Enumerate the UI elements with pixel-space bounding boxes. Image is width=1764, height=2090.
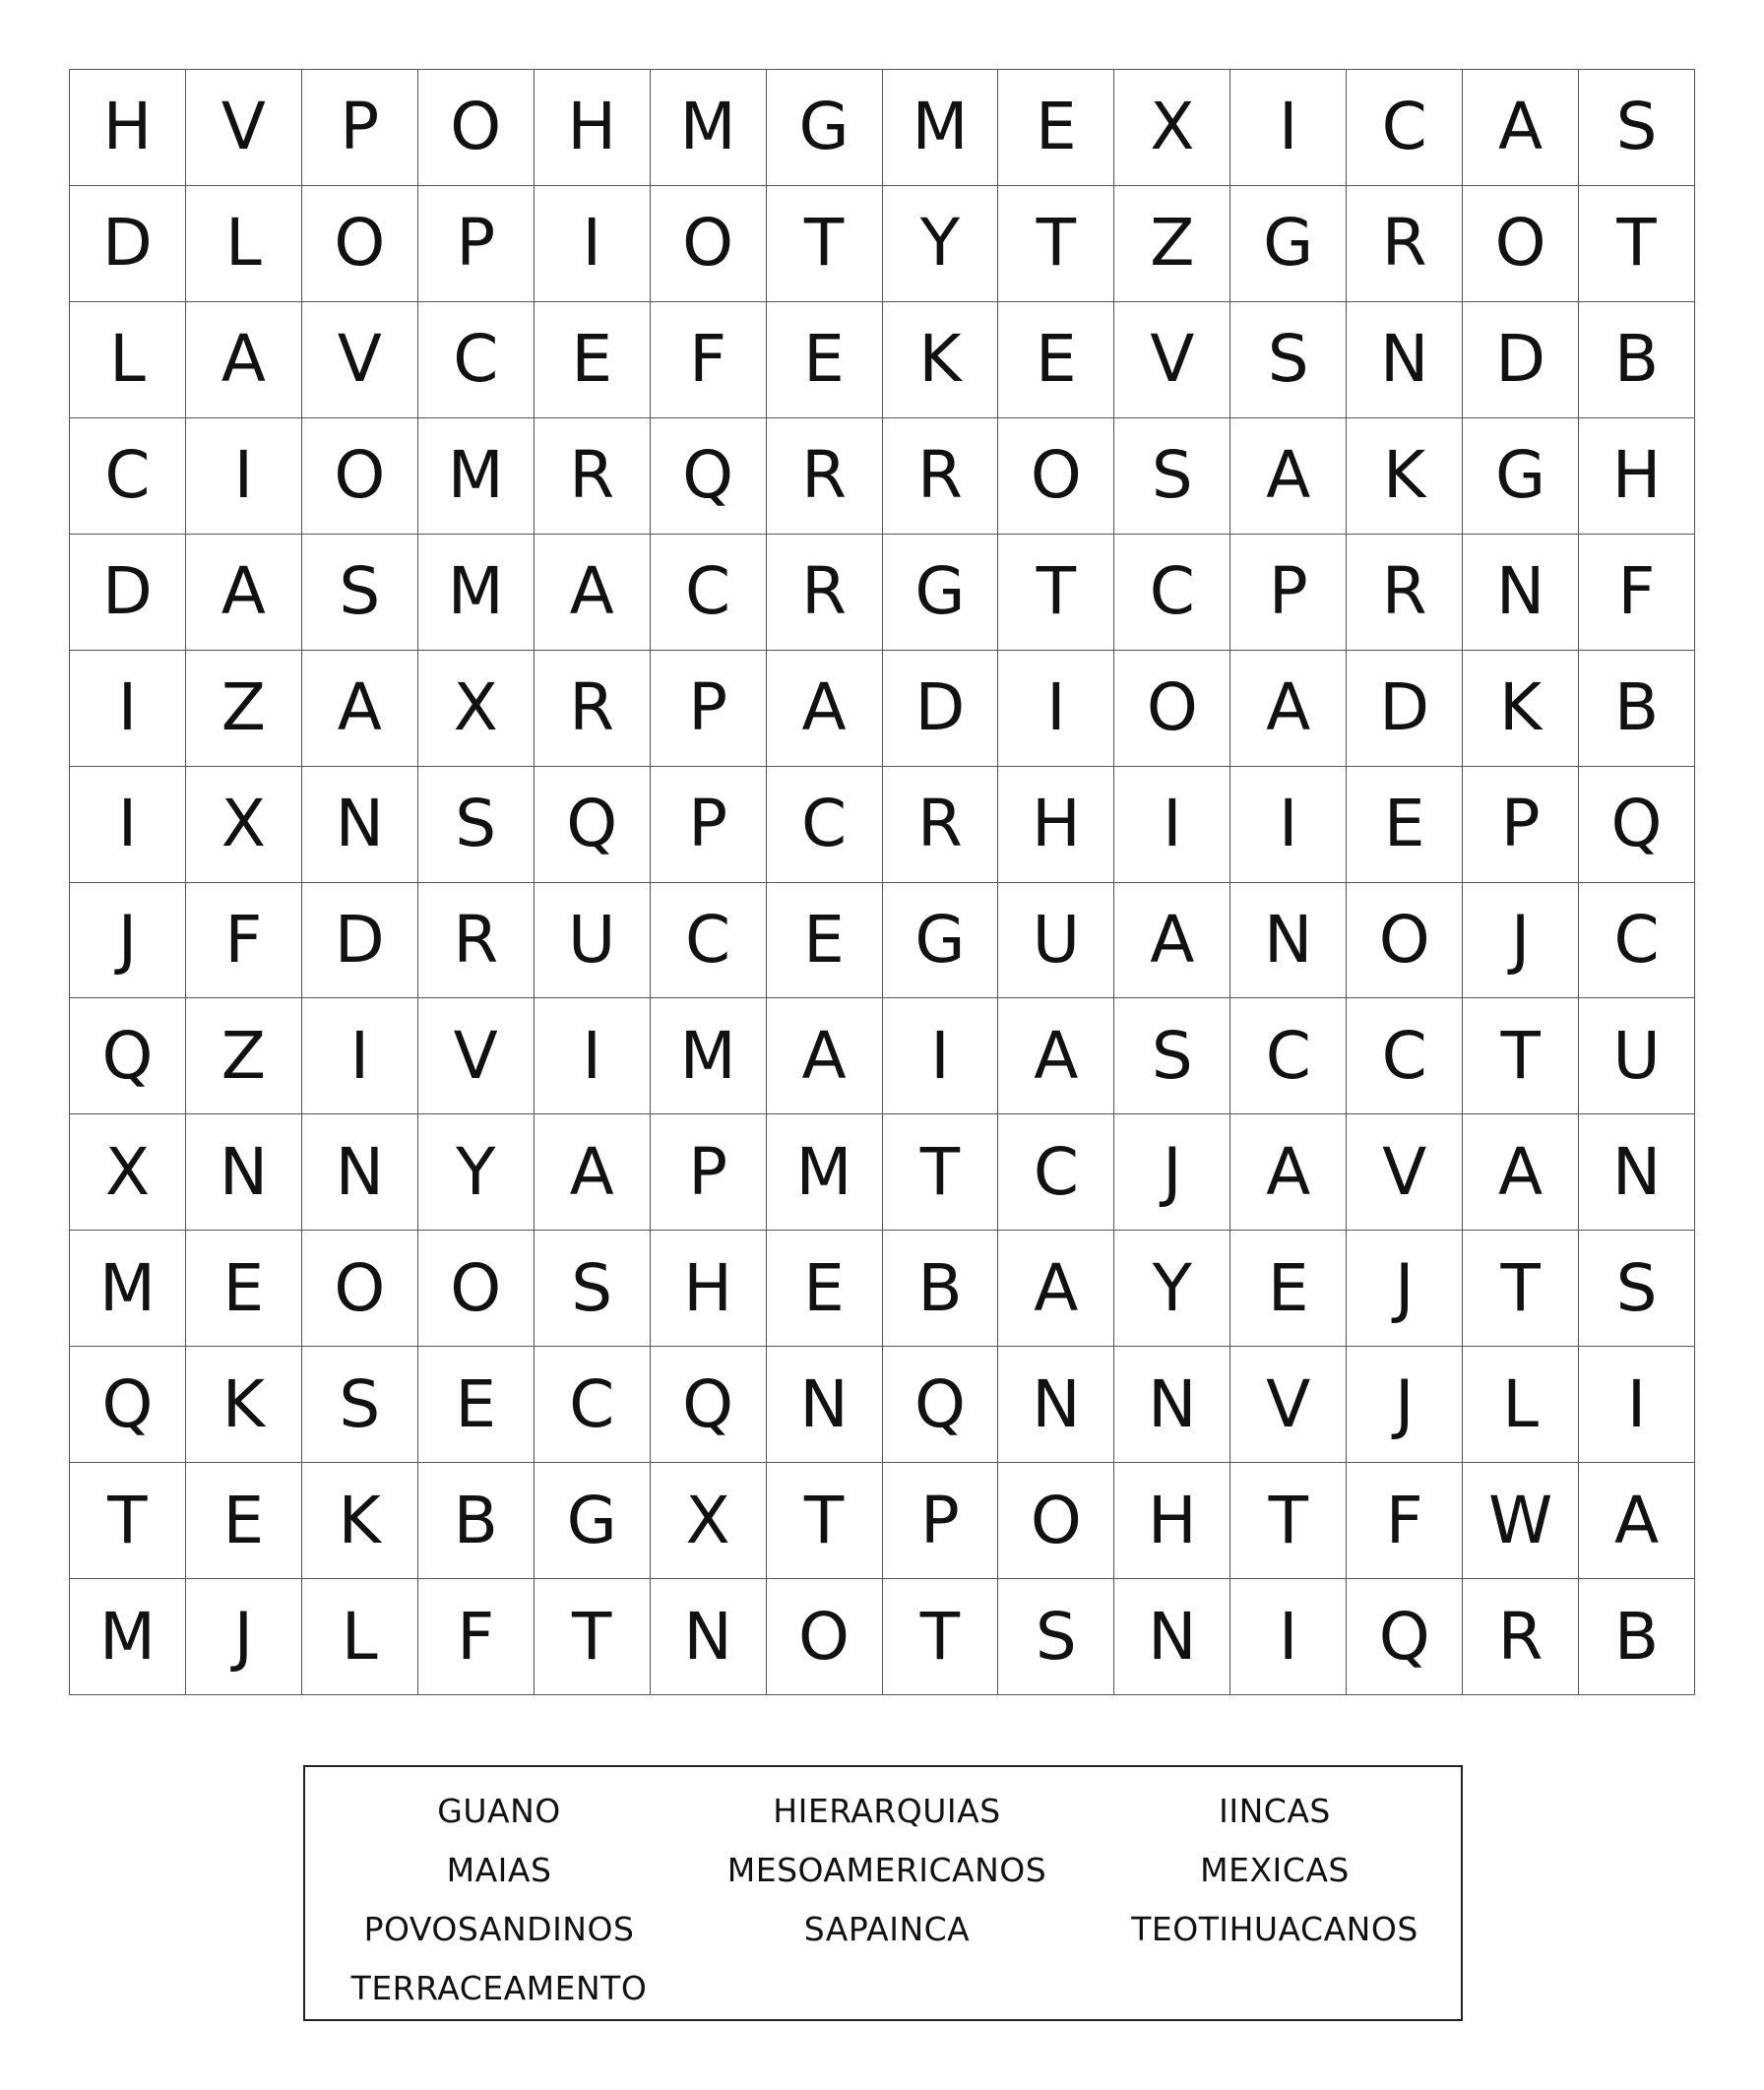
grid-cell[interactable]: H [1579, 418, 1695, 535]
grid-cell[interactable]: F [186, 883, 302, 999]
grid-cell[interactable]: B [1579, 1579, 1695, 1695]
word-list-item: TEOTIHUACANOS [1131, 1909, 1418, 1948]
grid-cell[interactable]: K [186, 1347, 302, 1463]
grid-cell[interactable]: T [1579, 186, 1695, 302]
grid-cell[interactable]: X [70, 1114, 186, 1231]
grid-cell[interactable]: H [651, 1231, 767, 1347]
grid-cell[interactable]: G [1230, 186, 1347, 302]
grid-cell[interactable]: I [998, 651, 1114, 767]
grid-cell[interactable]: R [883, 767, 999, 883]
grid-cell[interactable]: A [767, 998, 883, 1114]
word-list-item: POVOSANDINOS [363, 1909, 635, 1948]
grid-cell[interactable]: M [418, 535, 535, 651]
grid-cell[interactable]: N [1347, 302, 1463, 418]
grid-cell[interactable]: C [998, 1114, 1114, 1231]
grid-cell[interactable]: Z [1114, 186, 1230, 302]
grid-cell[interactable]: L [70, 302, 186, 418]
grid-cell[interactable]: S [998, 1579, 1114, 1695]
grid-cell[interactable]: N [998, 1347, 1114, 1463]
grid-cell[interactable]: O [998, 418, 1114, 535]
grid-cell[interactable]: Q [651, 1347, 767, 1463]
grid-cell[interactable]: I [883, 998, 999, 1114]
grid-cell[interactable]: Q [883, 1347, 999, 1463]
grid-cell[interactable]: I [1114, 767, 1230, 883]
grid-cell[interactable]: D [1347, 651, 1463, 767]
grid-cell[interactable]: U [535, 883, 651, 999]
grid-cell[interactable]: L [302, 1579, 418, 1695]
grid-cell[interactable]: X [186, 767, 302, 883]
grid-cell[interactable]: P [1230, 535, 1347, 651]
grid-cell[interactable]: K [1347, 418, 1463, 535]
grid-cell[interactable]: M [70, 1231, 186, 1347]
grid-cell[interactable]: R [418, 883, 535, 999]
grid-cell[interactable]: V [302, 302, 418, 418]
grid-cell[interactable]: I [1230, 1579, 1347, 1695]
grid-cell[interactable]: T [767, 186, 883, 302]
grid-cell[interactable]: P [883, 1463, 999, 1579]
grid-cell[interactable]: L [186, 186, 302, 302]
grid-cell[interactable]: C [1114, 535, 1230, 651]
grid-cell[interactable]: C [418, 302, 535, 418]
grid-cell[interactable]: I [535, 998, 651, 1114]
grid-cell[interactable]: B [418, 1463, 535, 1579]
grid-cell[interactable]: A [535, 535, 651, 651]
grid-cell[interactable]: G [767, 70, 883, 186]
word-list-item: SAPAINCA [803, 1909, 971, 1948]
grid-cell[interactable]: X [651, 1463, 767, 1579]
word-list-item: MESOAMERICANOS [726, 1850, 1047, 1889]
grid-cell[interactable]: I [70, 767, 186, 883]
grid-cell[interactable]: I [70, 651, 186, 767]
grid-cell[interactable]: S [1114, 998, 1230, 1114]
grid-cell[interactable]: O [998, 1463, 1114, 1579]
grid-cell[interactable]: R [1463, 1579, 1579, 1695]
grid-cell[interactable]: J [1114, 1114, 1230, 1231]
grid-cell[interactable]: G [535, 1463, 651, 1579]
grid-cell[interactable]: B [883, 1231, 999, 1347]
grid-cell[interactable]: I [1230, 70, 1347, 186]
grid-cell[interactable]: C [1347, 70, 1463, 186]
grid-cell[interactable]: V [418, 998, 535, 1114]
word-list-item: HIERARQUIAS [773, 1791, 1001, 1830]
grid-cell[interactable]: O [302, 1231, 418, 1347]
grid-cell[interactable]: K [883, 302, 999, 418]
grid-cell[interactable]: V [1114, 302, 1230, 418]
word-list-box [303, 1765, 1463, 2021]
grid-cell[interactable]: E [1230, 1231, 1347, 1347]
grid-cell[interactable]: C [70, 418, 186, 535]
grid-cell[interactable]: R [535, 651, 651, 767]
grid-cell[interactable]: A [1230, 1114, 1347, 1231]
grid-cell[interactable]: S [535, 1231, 651, 1347]
grid-cell[interactable]: S [302, 1347, 418, 1463]
grid-cell[interactable]: V [1347, 1114, 1463, 1231]
grid-cell[interactable]: X [1114, 70, 1230, 186]
grid-cell[interactable]: G [883, 883, 999, 999]
grid-cell[interactable]: T [998, 186, 1114, 302]
grid-cell[interactable]: O [418, 70, 535, 186]
grid-cell[interactable]: A [1579, 1463, 1695, 1579]
grid-cell[interactable]: N [302, 1114, 418, 1231]
grid-cell[interactable]: I [1230, 767, 1347, 883]
word-list-item: IINCAS [1219, 1791, 1331, 1830]
grid-cell[interactable]: P [1463, 767, 1579, 883]
grid-cell[interactable]: M [767, 1114, 883, 1231]
grid-cell[interactable]: D [70, 186, 186, 302]
grid-cell[interactable]: A [998, 998, 1114, 1114]
grid-cell[interactable]: S [418, 767, 535, 883]
word-list-item: GUANO [437, 1791, 561, 1830]
grid-cell[interactable]: N [767, 1347, 883, 1463]
grid-cell[interactable]: O [302, 186, 418, 302]
grid-cell[interactable]: A [767, 651, 883, 767]
grid-cell[interactable]: J [70, 883, 186, 999]
grid-cell[interactable]: E [767, 883, 883, 999]
grid-cell[interactable]: N [1579, 1114, 1695, 1231]
grid-cell[interactable]: F [418, 1579, 535, 1695]
grid-cell[interactable]: T [535, 1579, 651, 1695]
grid-cell[interactable]: F [1347, 1463, 1463, 1579]
grid-cell[interactable]: R [883, 418, 999, 535]
grid-cell[interactable]: Y [1114, 1231, 1230, 1347]
grid-cell[interactable]: E [186, 1231, 302, 1347]
grid-cell[interactable]: C [1579, 883, 1695, 999]
grid-cell[interactable]: P [651, 651, 767, 767]
grid-cell[interactable]: R [767, 535, 883, 651]
grid-cell[interactable]: G [1463, 418, 1579, 535]
grid-cell[interactable]: Q [651, 418, 767, 535]
word-list-item: TERRACEAMENTO [350, 1968, 648, 2007]
grid-cell[interactable]: E [767, 302, 883, 418]
grid-cell[interactable]: A [1230, 418, 1347, 535]
grid-cell[interactable]: O [767, 1579, 883, 1695]
grid-cell[interactable]: R [535, 418, 651, 535]
grid-cell[interactable]: B [1579, 302, 1695, 418]
grid-cell[interactable]: D [70, 535, 186, 651]
grid-cell[interactable]: A [998, 1231, 1114, 1347]
grid-cell[interactable]: P [651, 767, 767, 883]
grid-cell[interactable]: E [535, 302, 651, 418]
grid-cell[interactable]: S [1230, 302, 1347, 418]
grid-cell[interactable]: V [1230, 1347, 1347, 1463]
grid-cell[interactable]: O [1347, 883, 1463, 999]
grid-cell[interactable]: Q [70, 998, 186, 1114]
word-list-item: MAIAS [446, 1850, 552, 1889]
grid-cell[interactable]: Q [535, 767, 651, 883]
grid-cell[interactable]: A [1463, 1114, 1579, 1231]
grid-cell[interactable]: H [70, 70, 186, 186]
word-list-item: MEXICAS [1200, 1850, 1350, 1889]
grid-cell[interactable]: U [1579, 998, 1695, 1114]
grid-cell[interactable]: O [1463, 186, 1579, 302]
grid-cell[interactable]: Z [186, 998, 302, 1114]
grid-cell[interactable]: A [535, 1114, 651, 1231]
grid-cell[interactable]: T [1230, 1463, 1347, 1579]
grid-cell[interactable]: I [535, 186, 651, 302]
grid-cell[interactable]: J [1347, 1347, 1463, 1463]
grid-cell[interactable]: E [186, 1463, 302, 1579]
grid-cell[interactable]: M [418, 418, 535, 535]
grid-cell[interactable]: H [998, 767, 1114, 883]
letter-grid [69, 69, 1695, 1695]
grid-cell[interactable]: E [767, 1231, 883, 1347]
grid-cell[interactable]: R [767, 418, 883, 535]
grid-cell[interactable]: R [1347, 535, 1463, 651]
grid-cell[interactable]: J [1463, 883, 1579, 999]
grid-cell[interactable]: D [883, 651, 999, 767]
grid-cell[interactable]: K [1463, 651, 1579, 767]
grid-cell[interactable]: C [651, 535, 767, 651]
grid-cell[interactable]: K [302, 1463, 418, 1579]
grid-cell[interactable]: P [651, 1114, 767, 1231]
grid-cell[interactable]: M [883, 70, 999, 186]
grid-cell[interactable]: C [535, 1347, 651, 1463]
grid-cell[interactable]: W [1463, 1463, 1579, 1579]
grid-cell[interactable]: T [1463, 1231, 1579, 1347]
grid-cell[interactable]: T [70, 1463, 186, 1579]
grid-cell[interactable]: I [186, 418, 302, 535]
grid-cell[interactable]: X [418, 651, 535, 767]
grid-cell[interactable]: H [535, 70, 651, 186]
grid-cell[interactable]: O [418, 1231, 535, 1347]
grid-cell[interactable]: E [418, 1347, 535, 1463]
grid-cell[interactable]: C [767, 767, 883, 883]
grid-cell[interactable]: N [1463, 535, 1579, 651]
grid-cell[interactable]: N [651, 1579, 767, 1695]
grid-cell[interactable]: Q [1347, 1579, 1463, 1695]
grid-cell[interactable]: F [651, 302, 767, 418]
grid-cell[interactable]: M [651, 70, 767, 186]
grid-cell[interactable]: N [302, 767, 418, 883]
grid-cell[interactable]: I [1579, 1347, 1695, 1463]
grid-cell[interactable]: O [651, 186, 767, 302]
grid-cell[interactable]: C [651, 883, 767, 999]
grid-cell[interactable]: C [1230, 998, 1347, 1114]
grid-cell[interactable]: P [418, 186, 535, 302]
grid-cell[interactable]: N [1114, 1579, 1230, 1695]
grid-cell[interactable]: Q [1579, 767, 1695, 883]
grid-cell[interactable]: S [1579, 1231, 1695, 1347]
grid-cell[interactable]: U [998, 883, 1114, 999]
word-list [305, 1781, 1461, 2017]
grid-cell[interactable]: E [998, 302, 1114, 418]
grid-cell[interactable]: B [1579, 651, 1695, 767]
grid-cell[interactable]: H [1114, 1463, 1230, 1579]
grid-cell[interactable]: A [1230, 651, 1347, 767]
grid-cell[interactable]: Y [883, 186, 999, 302]
grid-cell[interactable]: M [70, 1579, 186, 1695]
grid-cell[interactable]: Q [70, 1347, 186, 1463]
grid-cell[interactable]: D [302, 883, 418, 999]
grid-cell[interactable]: N [186, 1114, 302, 1231]
grid-cell[interactable]: A [186, 535, 302, 651]
grid-cell[interactable]: O [1114, 651, 1230, 767]
grid-cell[interactable]: J [186, 1579, 302, 1695]
grid-cell[interactable]: T [767, 1463, 883, 1579]
grid-cell[interactable]: S [1114, 418, 1230, 535]
grid-cell[interactable]: T [883, 1114, 999, 1231]
grid-cell[interactable]: O [302, 418, 418, 535]
grid-cell[interactable]: P [302, 70, 418, 186]
grid-cell[interactable]: F [1579, 535, 1695, 651]
grid-cell[interactable]: L [1463, 1347, 1579, 1463]
grid-cell[interactable]: T [998, 535, 1114, 651]
grid-cell[interactable]: Z [186, 651, 302, 767]
grid-cell[interactable]: D [1463, 302, 1579, 418]
grid-cell[interactable]: I [302, 998, 418, 1114]
grid-cell[interactable]: N [1114, 1347, 1230, 1463]
grid-cell[interactable]: A [186, 302, 302, 418]
grid-cell[interactable]: R [1347, 186, 1463, 302]
grid-cell[interactable]: C [1347, 998, 1463, 1114]
grid-cell[interactable]: E [1347, 767, 1463, 883]
grid-cell[interactable]: E [998, 70, 1114, 186]
grid-cell[interactable]: T [883, 1579, 999, 1695]
grid-cell[interactable]: Y [418, 1114, 535, 1231]
grid-cell[interactable]: A [1114, 883, 1230, 999]
grid-cell[interactable]: A [302, 651, 418, 767]
grid-cell[interactable]: N [1230, 883, 1347, 999]
grid-cell[interactable]: S [1579, 70, 1695, 186]
grid-cell[interactable]: V [186, 70, 302, 186]
grid-cell[interactable]: S [302, 535, 418, 651]
grid-cell[interactable]: J [1347, 1231, 1463, 1347]
grid-cell[interactable]: M [651, 998, 767, 1114]
grid-cell[interactable]: T [1463, 998, 1579, 1114]
grid-cell[interactable]: G [883, 535, 999, 651]
grid-cell[interactable]: A [1463, 70, 1579, 186]
